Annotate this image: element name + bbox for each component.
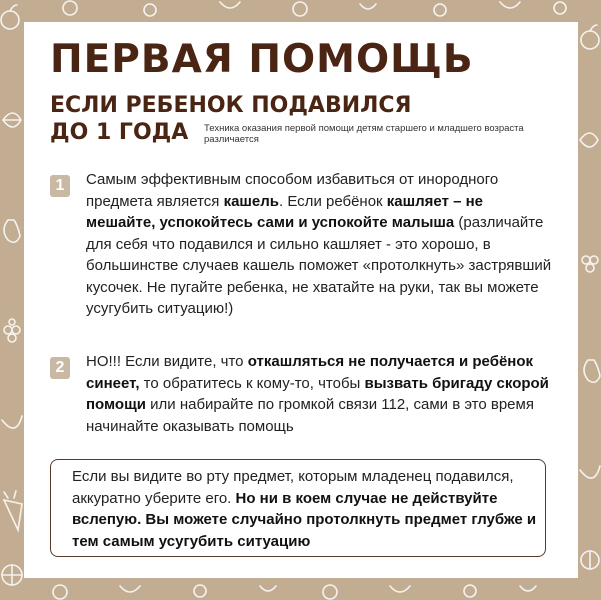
info-card [24, 22, 578, 578]
page-title: ПЕРВАЯ ПОМОЩЬ [50, 37, 474, 82]
step-1-text: Самым эффективным способом избавиться от инородного предмета является кашель. Если ребёнок кашляет – не мешайте, успокойтесь сами и успокойте малыша (различайте для себя что подавился и сильно кашляет - это хорошо, в большинстве случаев кашель поможет «протолкнуть» застрявший кусочек. Не пугайте ребенка, не хватайте на руки, так вы можете усугубить ситуацию!) [86, 171, 552, 317]
fruit-icon-bottom [53, 585, 536, 599]
step-1-badge: 1 [50, 175, 70, 197]
leaf-icon-right [580, 133, 598, 147]
apple-icon-right [581, 25, 599, 49]
warning-box [50, 459, 546, 557]
grapes-icon-right [582, 256, 598, 272]
warning-text: Если вы видите во рту предмет, которым младенец подавился, аккуратно уберите его. Но ни в коем случае не действуйте вслепую. Вы можете случайно протолкнуть предмет глубже и тем самым усугубить ситуацию [72, 468, 537, 550]
fruit-icon-top [63, 1, 566, 16]
step-2-badge: 2 [50, 357, 70, 379]
subtitle-line2: ДО 1 ГОДА [50, 120, 189, 145]
subtitle-note: Техника оказания первой помощи детям старшего и младшего возраста различается [204, 123, 524, 145]
step-2-text: НО!!! Если видите, что откашляться не получается и ребёнок синеет, то обратитесь к кому-то, чтобы вызвать бригаду скорой помощи или набирайте по громкой связи 112, сами в это время начинайте оказывать помощь [86, 353, 549, 435]
grapes-icon [4, 319, 20, 342]
circle-slice-icon [2, 565, 22, 585]
banana-icon-right [580, 466, 600, 478]
pear-icon [4, 220, 20, 242]
subtitle-line1: ЕСЛИ РЕБЕНОК ПОДАВИЛСЯ [50, 93, 412, 118]
carrot-icon [4, 491, 22, 530]
pear-icon-right [584, 360, 600, 382]
banana-icon [2, 416, 22, 428]
apple-icon [1, 5, 19, 29]
circle-slice-icon-right [581, 551, 599, 569]
leaf-icon [3, 113, 21, 127]
